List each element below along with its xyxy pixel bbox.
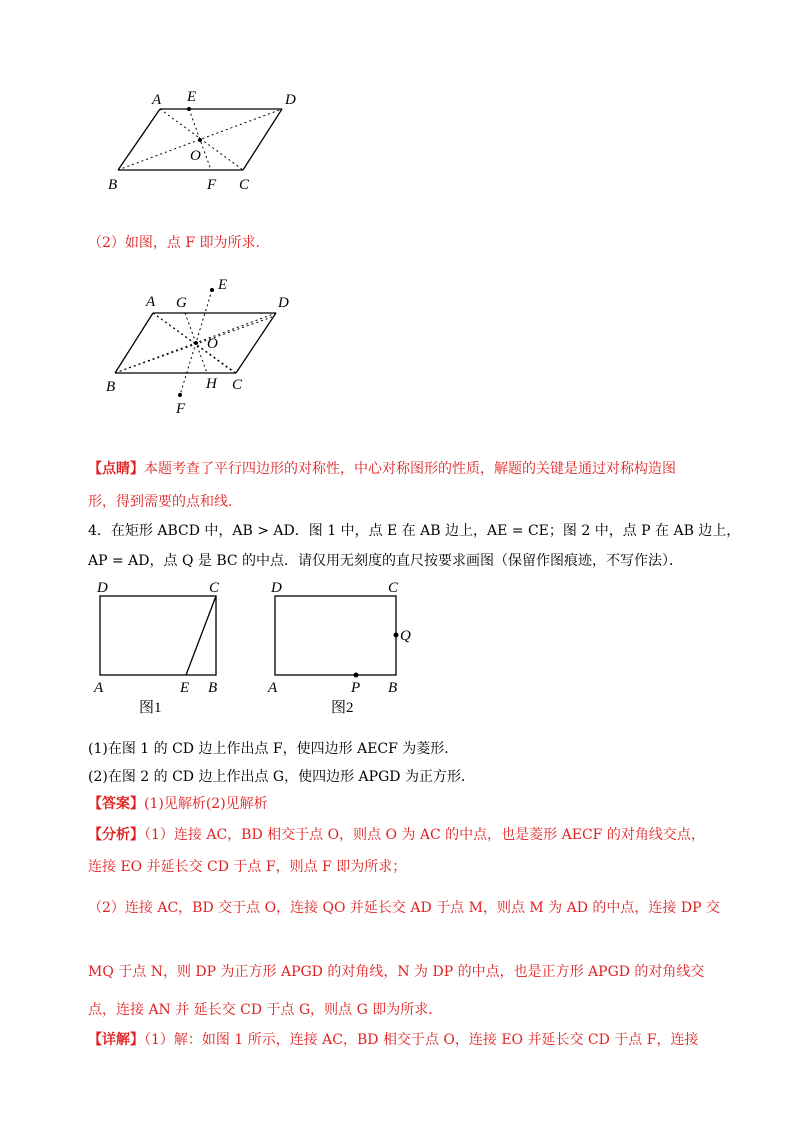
fenxi-line1 xyxy=(88,825,705,845)
fenxi-tag: 【分析】 xyxy=(88,827,144,843)
fenxi-line2: 连接 EO 并延长交 CD 于点 F，则点 F 即为所求； xyxy=(88,859,407,875)
dianjing-tag: 【点睛】 xyxy=(88,461,144,477)
label-G: G xyxy=(176,295,187,311)
label-A: A xyxy=(146,294,156,310)
label-B: B xyxy=(208,680,218,696)
label-D: D xyxy=(278,295,289,311)
figure-parallelogram-2 xyxy=(100,272,330,417)
label-Q: Q xyxy=(400,628,411,644)
label-A: A xyxy=(94,680,104,696)
caption-fig2: 图2 xyxy=(331,700,354,716)
caption-fig1: 图1 xyxy=(139,700,162,716)
question-1: (1)在图 1 的 CD 边上作出点 F，使四边形 AECF 为菱形． xyxy=(88,741,459,757)
label-E: E xyxy=(180,680,190,696)
label-O: O xyxy=(207,336,218,352)
fenxi-line3: （2）连接 AC，BD 交于点 O，连接 QO 并延长交 AD 于点 M，则点 M 为 AD 的中点，连接 DP 交 xyxy=(88,900,720,916)
figure-parallelogram-1 xyxy=(100,85,330,195)
fenxi-text1: （1）连接 AC，BD 相交于点 O，则点 O 为 AC 的中点，也是菱形 AECF 的对角线交点， xyxy=(144,827,705,843)
question-2: (2)在图 2 的 CD 边上作出点 G，使四边形 APGD 为正方形． xyxy=(88,769,475,785)
point-E-dot xyxy=(187,107,191,111)
label-C: C xyxy=(239,177,250,193)
dianjing-line1 xyxy=(88,459,676,479)
point-O-dot xyxy=(194,341,198,345)
label-O: O xyxy=(190,148,201,164)
xiangjie-text: （1）解：如图 1 所示，连接 AC，BD 相交于点 O，连接 EO 并延长交 CD 于点 F，连接 xyxy=(144,1032,699,1048)
point-F-dot xyxy=(178,393,182,397)
rectangle-ABCD xyxy=(100,596,216,675)
part2-note: （2）如图，点 F 即为所求． xyxy=(88,235,270,251)
problem4-line2: AP = AD，点 Q 是 BC 的中点．请仅用无刻度的直尺按要求画图（保留作图痕迹，不写作法）． xyxy=(88,553,684,569)
fenxi-line4: MQ 于点 N，则 DP 为正方形 APGD 的对角线，N 为 DP 的中点，也是正方形 APGD 的对角线交 xyxy=(88,964,705,980)
label-C: C xyxy=(388,580,399,596)
label-B: B xyxy=(388,680,398,696)
figure-rectangle-2 xyxy=(262,578,422,718)
point-Q-dot xyxy=(394,633,399,638)
xiangjie-tag: 【详解】 xyxy=(88,1032,144,1048)
point-P-dot xyxy=(354,673,359,678)
rectangle-ABCD xyxy=(275,596,396,675)
label-B: B xyxy=(106,379,116,395)
point-O-dot xyxy=(198,138,202,142)
fenxi-line5: 点，连接 AN 并 延长交 CD 于点 G，则点 G 即为所求． xyxy=(88,1002,443,1018)
label-D: D xyxy=(285,92,296,108)
point-E-dot xyxy=(210,288,214,292)
answer-text: (1)见解析(2)见解析 xyxy=(144,796,268,812)
dianjing-line2: 形，得到需要的点和线． xyxy=(88,494,242,510)
label-D: D xyxy=(271,580,282,596)
label-D: D xyxy=(97,580,108,596)
label-H: H xyxy=(206,376,217,392)
label-F: F xyxy=(176,401,186,417)
label-P: P xyxy=(351,680,361,696)
dianjing-text1: 本题考查了平行四边形的对称性，中心对称图形的性质，解题的关键是通过对称构造图 xyxy=(144,461,676,477)
answer-line xyxy=(88,794,268,814)
label-A: A xyxy=(268,680,278,696)
figure-rectangle-1 xyxy=(88,578,238,718)
label-F: F xyxy=(207,177,217,193)
label-E: E xyxy=(218,277,228,293)
label-C: C xyxy=(232,377,243,393)
label-E: E xyxy=(187,89,197,105)
label-A: A xyxy=(152,92,162,108)
xiangjie-line xyxy=(88,1030,698,1050)
answer-tag: 【答案】 xyxy=(88,796,144,812)
segment-CE xyxy=(186,596,216,675)
label-C: C xyxy=(209,580,220,596)
label-B: B xyxy=(108,177,118,193)
problem4-line1: 4．在矩形 ABCD 中，AB > AD．图 1 中，点 E 在 AB 边上，AE = CE；图 2 中，点 P 在 AB 边上， xyxy=(88,523,741,539)
